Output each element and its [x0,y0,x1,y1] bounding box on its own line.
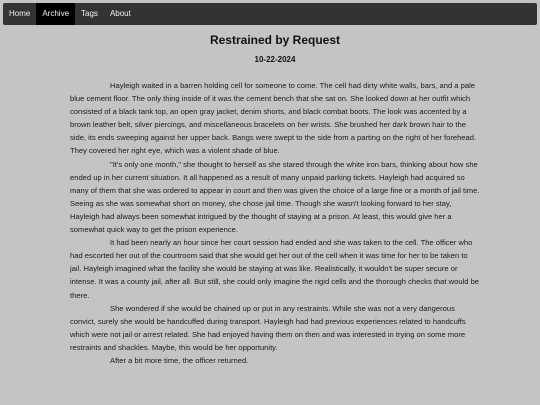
nav-about-link[interactable]: About [109,9,131,18]
story-paragraph: "It's only one month," she thought to herself as she stared through the white iron bars, thinking about how she ended up in her current situation. It all happened as a result of many unpaid parking tickets. Hayleigh had acquired so many of them that she was ordered to appear in court and then was given the choice of a large fine or a month of jail time. Seeing as she was somewhat short on money, she chose jail time. Though she wasn't looking forward to her stay, Hayleigh had always been somewhat intrigued by the thought of staying at a prison. At least, this would give her a somewhat quick way to get the prison experience. [70,159,480,235]
post-title: Restrained by Request [209,33,341,47]
post-content [70,30,480,367]
story-paragraph: It had been nearly an hour since her court session had ended and she was taken to the cell. The officer who had escorted her out of the courtroom said that she would get her out of the cell when it was time for her to be taken to jail. Hayleigh imagined what the facility she would be staying at was like. Realistically, it wouldn't be super secure or intense. It was a county jail, after all. But still, she could only imagine the rigid cells and the thorough checks that would be there. [70,238,480,300]
nav-archive-link[interactable]: Archive [36,3,75,25]
story-paragraph: After a bit more time, the officer returned. [110,355,249,365]
post-date: 10-22-2024 [254,55,296,64]
story-paragraph: She wondered if she would be chained up or put in any restraints. While she was not a very dangerous convict, surely she would be handcuffed during transport. Hayleigh had had previous experiences related to handcuffs which were not jail or arrest related. She had enjoyed having them on then and was interested in trying on some more restraints and shackles. Maybe, this would be her opportunity. [70,303,466,352]
nav-home-link[interactable]: Home [9,9,31,18]
story-paragraph: Hayleigh waited in a barren holding cell for someone to come. The cell had dirty white walls, bars, and a pale blue cement floor. The only thing inside of it was the cement bench that she sat on. She looked down at her outfit which consisted of a black tank top, an open gray jacket, denim shorts, and black combat boots. The look was accented by a brown leather belt, silver piercings, and miscellaneous bracelets on her wrists. She brushed her dark brown hair to the side, its ends sweeping against her upper back. Bangs were swept to the side from a parting on the right of her forehead. They covered her right eye, which was a violent shade of blue. [70,81,477,156]
top-navigation-bar [3,3,537,25]
nav-tags-link[interactable]: Tags [81,9,98,18]
